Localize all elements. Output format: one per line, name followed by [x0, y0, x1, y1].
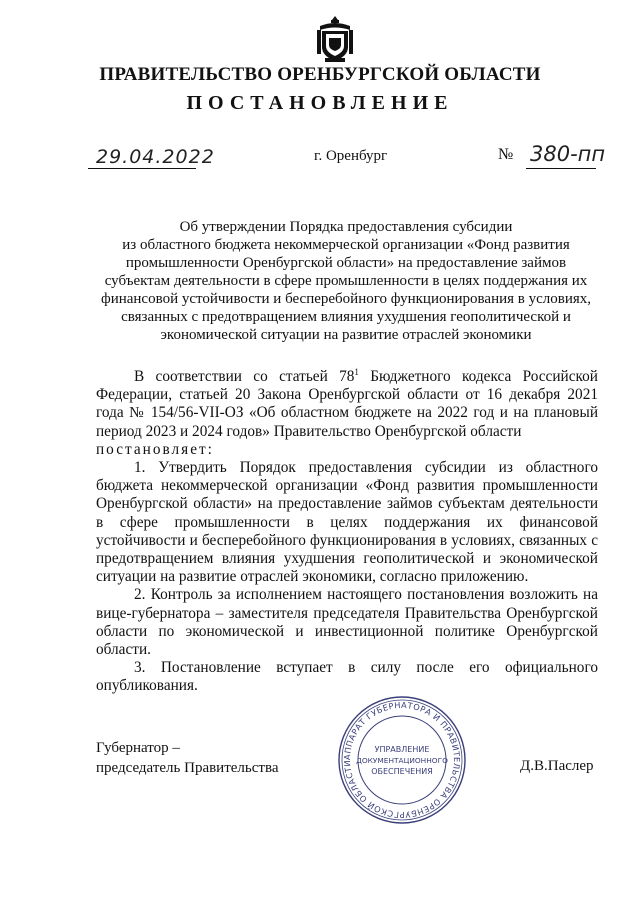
government-title: ПРАВИТЕЛЬСТВО ОРЕНБУРГСКОЙ ОБЛАСТИ [99, 64, 541, 85]
signatory-name: Д.В.Паслер [520, 758, 594, 774]
number-label: № [498, 146, 514, 163]
subject-line: связанных с предотвращением влияния ухудшения геополитической и [121, 309, 571, 325]
stamp-center-line: ДОКУМЕНТАЦИОННОГО [356, 756, 448, 765]
document-type: ПОСТАНОВЛЕНИЕ [186, 92, 454, 114]
decree-number: 380-пп [530, 142, 606, 166]
clause-2: 2. Контроль за исполнением настоящего постановления возложить на вице-губернатора – заместителя председателя Правительства Оренбургской области по экономической и инвестиционной политике Оренбургской области. [96, 586, 598, 659]
date-underline [88, 168, 196, 169]
official-stamp [336, 694, 468, 826]
subject-line: промышленности Оренбургской области» на предоставление займов [125, 255, 567, 271]
subject-line: из областного бюджета некоммерческой организации «Фонд развития [122, 237, 570, 253]
stamp-center-line: УПРАВЛЕНИЕ [374, 745, 430, 754]
clause-3: 3. Постановление вступает в силу после его официального опубликования. [96, 659, 598, 695]
subject-line: финансовой устойчивости и бесперебойного функционирования в условиях, [100, 291, 592, 307]
stamp-ring-text: АППАРАТ ГУБЕРНАТОРА И ПРАВИТЕЛЬСТВА ОРЕНБУРГСКОЙ ОБЛАСТИ [341, 699, 463, 821]
clause-1: 1. Утвердить Порядок предоставления субсидии из областного бюджета некоммерческой организации «Фонд развития промышленности Оренбургской области» на предоставление займов субъектам деятельности в сфере промышленности в целях поддержания их финансовой устойчивости и бесперебойного функционирования в условиях, связанных с предотвращением влияния ухудшения геополитической и экономической ситуации на развитие отраслей экономики, согласно приложению. [96, 459, 598, 586]
preamble: В соответствии со статьей $78^1$ Бюджетного кодекса Российской Федерации, статьей 20 Закона Оренбургской области от 16 декабря 2021 года № 154/56-VII-ОЗ «Об областном бюджете на 2022 год и на плановый период 2023 и 2024 годов» Правительство Оренбургской области [96, 366, 598, 440]
city: г. Оренбург [314, 148, 388, 164]
subject-line: субъектам деятельности в сфере промышленности в целях поддержания их [104, 273, 588, 289]
subject-line: экономической ситуации на развитие отраслей экономики [160, 327, 532, 343]
resolves-word: постановляет: [96, 440, 214, 458]
subject-line: Об утверждении Порядка предоставления субсидии [179, 219, 513, 235]
decree-subject [96, 218, 596, 344]
coat-of-arms-icon [316, 14, 354, 64]
stamp-center-line: ОБЕСПЕЧЕНИЯ [371, 767, 433, 776]
number-underline [526, 168, 596, 169]
decree-body [96, 368, 598, 696]
signatory-position: Губернатор – председатель Правительства [96, 740, 279, 776]
decree-date: 29.04.2022 [96, 146, 215, 168]
